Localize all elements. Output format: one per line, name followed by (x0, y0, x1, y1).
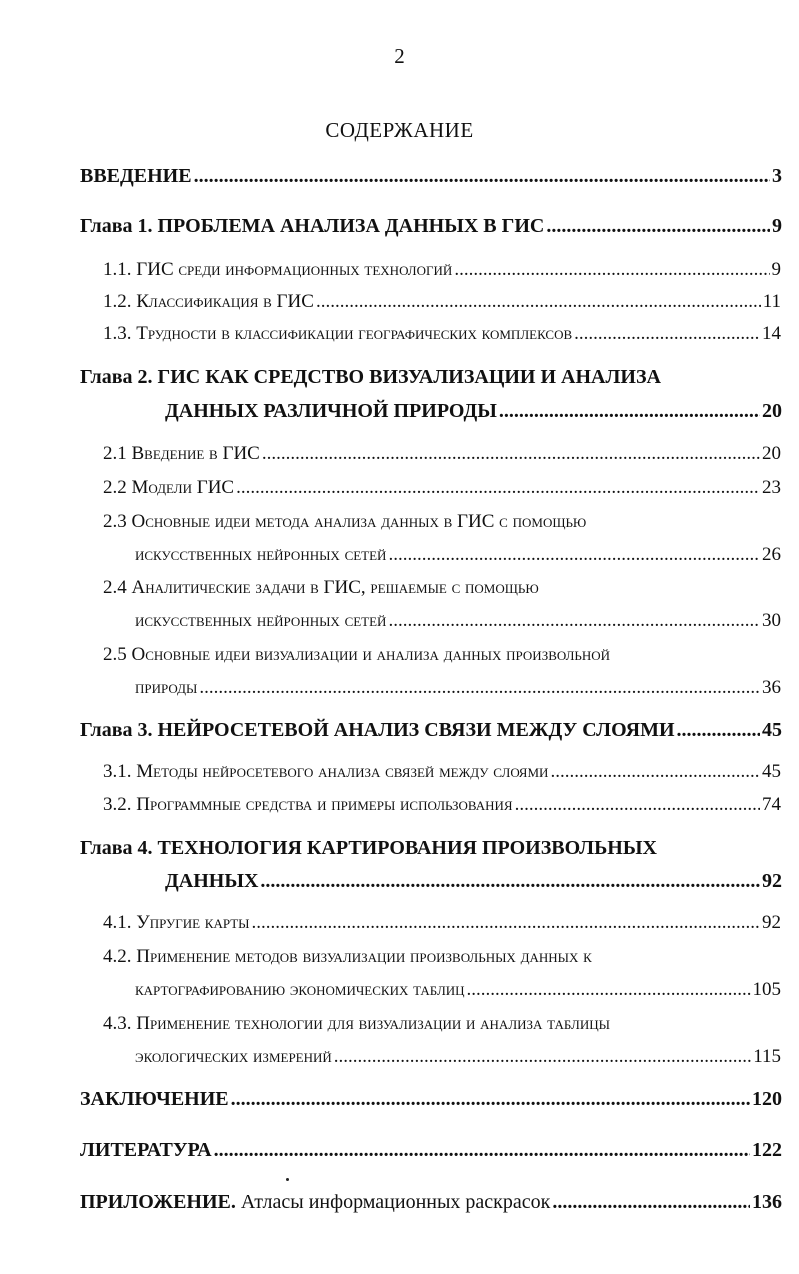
toc-entry-conclusion[interactable] (80, 1085, 782, 1113)
toc-entry-page: 26 (762, 544, 781, 565)
toc-entry-page: 20 (762, 400, 782, 422)
dot-leader (194, 162, 770, 190)
toc-entry-label: Глава 1. ПРОБЛЕМА АНАЛИЗА ДАННЫХ В ГИС (80, 215, 545, 237)
toc-entry-section-4-2-line1[interactable]: 4.2. Применение методов визуализации произвольных данных к (103, 946, 592, 967)
toc-entry-section-4-1[interactable] (103, 909, 781, 937)
toc-entry-page: 30 (762, 610, 781, 631)
toc-entry-label: 2.2 Модели ГИС (103, 477, 235, 498)
toc-entry-section-2-4[interactable] (135, 607, 781, 635)
toc-entry-section-2-5[interactable] (135, 674, 781, 702)
toc-entry-page: 120 (752, 1088, 782, 1110)
toc-entry-label: ДАННЫХ РАЗЛИЧНОЙ ПРИРОДЫ (165, 400, 497, 422)
toc-entry-label: 1.3. Трудности в классификации географических комплексов (103, 323, 573, 344)
page-number: 2 (394, 44, 405, 68)
dot-leader (546, 212, 770, 240)
toc-entry-section-3-2[interactable] (103, 791, 781, 819)
toc-entry-label: 2.1 Введение в ГИС (103, 443, 260, 464)
toc-entry-section-2-4-line1[interactable]: 2.4 Аналитические задачи в ГИС, решаемые с помощью (103, 577, 539, 598)
toc-entry-page: 115 (753, 1046, 781, 1067)
appendix-label-rest: Атласы информационных раскрасок (235, 1191, 551, 1213)
toc-entry-label (80, 1188, 550, 1216)
appendix-label-bold: ПРИЛОЖЕНИЕ. (80, 1191, 236, 1213)
toc-entry-page: 36 (762, 677, 781, 698)
dot-leader (231, 1085, 750, 1113)
print-speck (286, 1178, 289, 1181)
toc-entry-page: 92 (762, 912, 781, 933)
toc-entry-label: 3.2. Программные средства и примеры использования (103, 794, 513, 815)
dot-leader (515, 791, 760, 819)
toc-entry-section-2-3-line1[interactable]: 2.3 Основные идеи метода анализа данных в ГИС с помощью (103, 511, 587, 532)
toc-entry-chapter-4-line1[interactable]: Глава 4. ТЕХНОЛОГИЯ КАРТИРОВАНИЯ ПРОИЗВОЛЬНЫХ (80, 837, 657, 859)
toc-entry-label: искусственных нейронных сетей (135, 610, 387, 631)
toc-entry-section-2-5-line1[interactable]: 2.5 Основные идеи визуализации и анализа данных произвольной (103, 644, 611, 665)
toc-entry-section-1-3[interactable] (103, 320, 781, 348)
toc-entry-literature[interactable] (80, 1136, 782, 1164)
toc-entry-page: 20 (762, 443, 781, 464)
toc-entry-page: 14 (762, 323, 781, 344)
toc-entry-chapter-2-line1[interactable]: Глава 2. ГИС КАК СРЕДСТВО ВИЗУАЛИЗАЦИИ И АНАЛИЗА (80, 366, 661, 388)
toc-entry-label: искусственных нейронных сетей (135, 544, 387, 565)
toc-entry-label: экологических измерений (135, 1046, 332, 1067)
dot-leader (260, 867, 760, 895)
toc-entry-chapter-3[interactable] (80, 716, 782, 744)
toc-entry-label: ДАННЫХ (165, 870, 259, 892)
toc-entry-section-1-2[interactable] (103, 288, 781, 316)
dot-leader (677, 716, 760, 744)
toc-entry-page: 9 (772, 215, 782, 237)
dot-leader (262, 440, 760, 468)
toc-title: СОДЕРЖАНИЕ (325, 118, 474, 142)
toc-entry-label: 3.1. Методы нейросетевого анализа связей между слоями (103, 761, 549, 782)
dot-leader (552, 1188, 750, 1216)
dot-leader (467, 976, 751, 1004)
toc-entry-page: 45 (762, 719, 782, 741)
toc-entry-page: 3 (772, 165, 782, 187)
toc-entry-section-3-1[interactable] (103, 758, 781, 786)
toc-entry-page: 105 (752, 979, 781, 1000)
toc-entry-page: 92 (762, 870, 782, 892)
toc-entry-page: 11 (762, 291, 781, 312)
toc-entry-section-4-3[interactable] (135, 1043, 781, 1071)
toc-entry-label: ЛИТЕРАТУРА (80, 1139, 212, 1161)
toc-entry-chapter-4[interactable] (165, 867, 782, 895)
toc-entry-page: 74 (762, 794, 781, 815)
dot-leader (388, 541, 760, 569)
toc-entry-label: 1.2. Классификация в ГИС (103, 291, 314, 312)
toc-entry-section-2-3[interactable] (135, 541, 781, 569)
toc-entry-page: 23 (762, 477, 781, 498)
dot-leader (252, 909, 760, 937)
dot-leader (499, 397, 760, 425)
toc-entry-page: 136 (752, 1191, 782, 1213)
dot-leader (334, 1043, 751, 1071)
toc-entry-label: Глава 3. НЕЙРОСЕТЕВОЙ АНАЛИЗ СВЯЗИ МЕЖДУ СЛОЯМИ (80, 719, 675, 741)
toc-entry-label: картографированию экономических таблиц (135, 979, 465, 1000)
dot-leader (574, 320, 760, 348)
toc-entry-section-2-1[interactable] (103, 440, 781, 468)
dot-leader (454, 256, 769, 284)
dot-leader (199, 674, 760, 702)
toc-entry-intro[interactable] (80, 162, 782, 190)
dot-leader (388, 607, 760, 635)
toc-entry-section-4-3-line1[interactable]: 4.3. Применение технологии для визуализации и анализа таблицы (103, 1013, 610, 1034)
toc-entry-chapter-1[interactable] (80, 212, 782, 240)
toc-entry-section-1-1[interactable] (103, 256, 781, 284)
dot-leader (214, 1136, 750, 1164)
toc-entry-page: 9 (771, 259, 781, 280)
toc-entry-page: 122 (752, 1139, 782, 1161)
toc-entry-appendix[interactable] (80, 1188, 782, 1216)
toc-entry-label: 1.1. ГИС среди информационных технологий (103, 259, 453, 280)
dot-leader (550, 758, 760, 786)
dot-leader (316, 288, 761, 316)
toc-entry-section-2-2[interactable] (103, 474, 781, 502)
dot-leader (236, 474, 760, 502)
toc-entry-page: 45 (762, 761, 781, 782)
toc-entry-label: природы (135, 677, 198, 698)
toc-entry-label: ВВЕДЕНИЕ (80, 165, 192, 187)
toc-entry-chapter-2[interactable] (165, 397, 782, 425)
toc-entry-label: ЗАКЛЮЧЕНИЕ (80, 1088, 229, 1110)
toc-entry-label: 4.1. Упругие карты (103, 912, 250, 933)
toc-entry-section-4-2[interactable] (135, 976, 781, 1004)
